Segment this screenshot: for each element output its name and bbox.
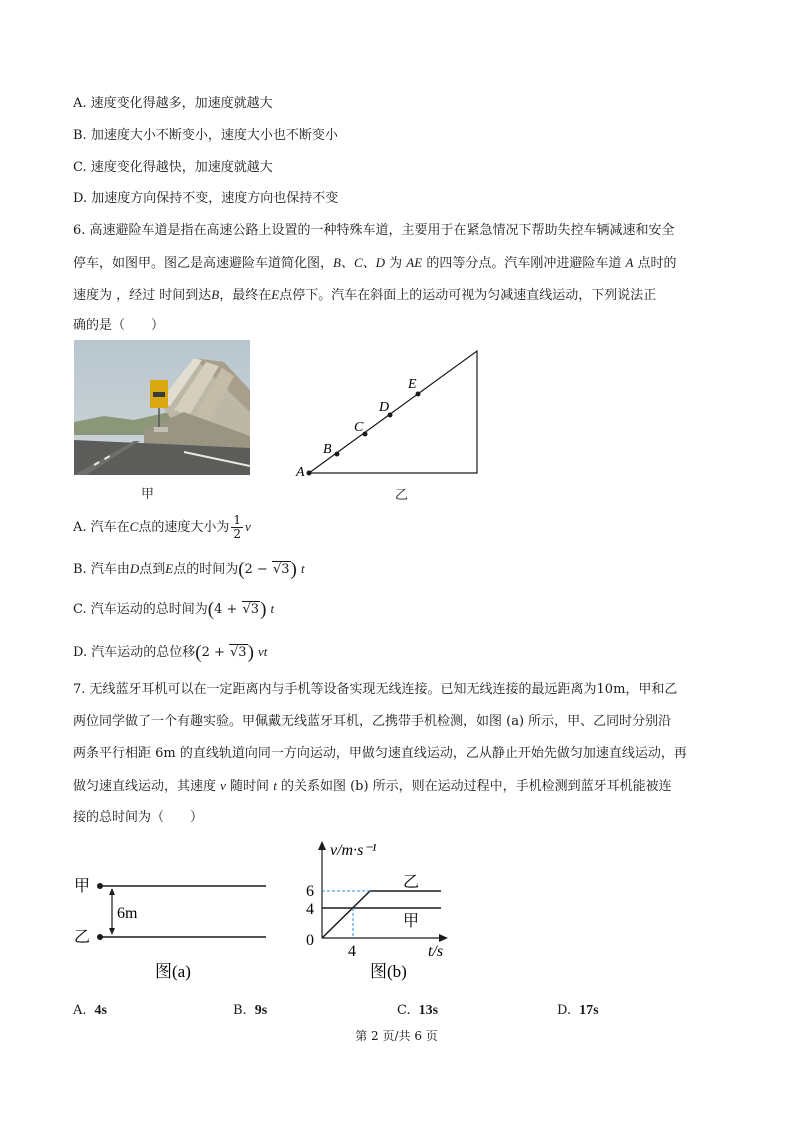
q5-option-c: C. 速度变化得越快，加速度就越大 — [73, 160, 273, 175]
point-d-label: D — [379, 400, 390, 415]
tick-6: 6 — [306, 883, 314, 900]
q6-stem-line-1: 6. 高速避险车道是指在高速公路上设置的一种特殊车道，主要用于在紧急情况下帮助失控车辆减速和安全 — [73, 223, 675, 238]
q6-option-d: D. 汽车运动的总位移(2 + √3) vt — [73, 642, 268, 663]
figure-jia-caption: 甲 — [141, 487, 155, 502]
series-yi-line — [322, 891, 441, 938]
point-c-label: C — [354, 420, 364, 435]
q6-stem-line-3: 速度为 ，经过 时间到达B，最终在E点停下。汽车在斜面上的运动可视为匀减速直线运动，下列说法正 — [73, 287, 657, 303]
series-jia-label: 甲 — [403, 913, 420, 930]
figure-yi-caption: 乙 — [395, 488, 409, 503]
tick-0: 0 — [306, 932, 314, 949]
figure-b-vt-graph — [298, 838, 458, 988]
yi-marker — [97, 934, 103, 940]
escape-ramp-photo — [74, 340, 250, 475]
q7-option-d: D. 17s — [557, 1003, 599, 1018]
tick-4: 4 — [306, 901, 314, 918]
point-e-marker — [416, 392, 421, 397]
label-jia: 甲 — [74, 878, 91, 895]
series-yi-label: 乙 — [403, 874, 420, 891]
q6-option-c: C. 汽车运动的总时间为(4 + √3) t — [73, 599, 275, 620]
q7-stem-line-5: 接的总时间为（ ） — [73, 810, 204, 825]
q7-option-c: C. 13s — [397, 1003, 439, 1018]
q7-option-b: B. 9s — [233, 1003, 268, 1018]
point-b-marker — [335, 452, 340, 457]
q7-option-a: A. 4s — [73, 1003, 107, 1018]
fraction-one-half: $\frac{1}{2}$ — [233, 513, 241, 541]
q5-option-b: B. 加速度大小不断变小，速度大小也不断变小 — [73, 128, 338, 143]
point-b-label: B — [323, 442, 332, 457]
v-axis-label: v/m·s⁻¹ — [330, 842, 377, 859]
q7-stem-line-1: 7. 无线蓝牙耳机可以在一定距离内与手机等设备实现无线连接。已知无线连接的最远距离为10m，甲和乙 — [73, 682, 678, 697]
q7-stem-line-4: 做匀速直线运动，其速度 v 随时间 t 的关系如图 (b) 所示，则在运动过程中，手机检测到蓝牙耳机能被连 — [73, 778, 672, 794]
jia-marker — [97, 883, 103, 889]
q6-stem-line-4: 确的是（ ） — [73, 318, 165, 333]
label-yi: 乙 — [74, 929, 91, 946]
q5-option-a: A. 速度变化得越多，加速度就越大 — [73, 96, 273, 111]
q6-option-b: B. 汽车由D点到E点的时间为(2 − √3) t — [73, 559, 305, 580]
tick-x-4: 4 — [348, 943, 356, 960]
ramp-diagram — [288, 345, 488, 485]
q6-stem-line-2: 停车，如图甲。图乙是高速避险车道简化图，B、C、D 为 AE 的四等分点。汽车刚冲进避险车道 A 点时的 — [73, 255, 677, 271]
figure-a-tracks — [70, 870, 280, 985]
point-a-label: A — [296, 465, 305, 480]
q6-option-a: A. 汽车在C点的速度大小为 $\frac{1}{2}$ v — [73, 513, 251, 541]
page-number-footer: 第 2 页/共 6 页 — [355, 1029, 438, 1043]
figure-b-caption: 图(b) — [370, 962, 407, 981]
figure-a-caption: 图(a) — [155, 962, 191, 981]
point-a-marker — [307, 471, 312, 476]
q5-option-d: D. 加速度方向保持不变，速度方向也保持不变 — [73, 191, 339, 206]
q7-stem-line-3: 两条平行相距 6m 的直线轨道向同一方向运动，甲做匀速直线运动，乙从静止开始先做匀加速直线运动，再 — [73, 746, 687, 761]
ramp-triangle — [309, 351, 477, 473]
q7-stem-line-2: 两位同学做了一个有趣实验。甲佩戴无线蓝牙耳机，乙携带手机检测，如图 (a) 所示，甲、乙同时分别沿 — [73, 714, 672, 729]
distance-label: 6m — [117, 905, 138, 922]
point-e-label: E — [408, 377, 417, 392]
t-axis-label: t/s — [428, 943, 444, 960]
